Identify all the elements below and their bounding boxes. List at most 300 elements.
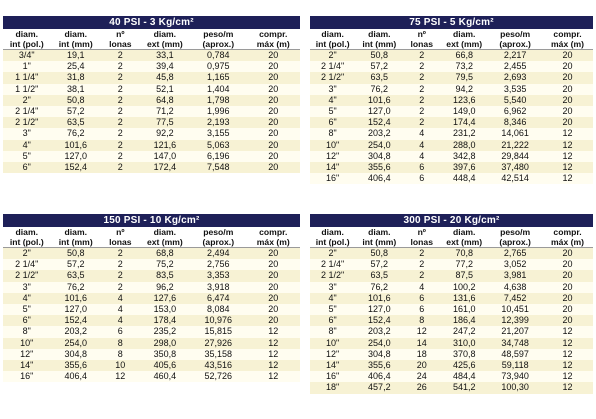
table-row [3,304,300,315]
col-diam-ext-header: ext (mm) [140,237,190,248]
table-row [310,326,593,337]
col-diam-ext-cell: 121,6 [140,140,190,151]
col-peso-cell: 2,693 [488,72,542,83]
col-peso-cell: 15,815 [190,326,246,337]
col-diam-ext-cell: 147,0 [140,151,190,162]
col-diam-int-mm-cell: 63,5 [51,117,101,128]
col-compr-cell: 12 [542,140,593,151]
col-peso-cell: 2,494 [190,248,246,260]
col-compr-cell: 20 [247,304,300,315]
col-compr-cell: 12 [542,162,593,173]
col-lonas-cell: 8 [101,338,140,349]
col-peso-cell: 21,222 [488,140,542,151]
col-diam-int-mm-cell: 76,2 [51,282,101,293]
col-compr-cell: 12 [542,371,593,382]
col-lonas-cell: 14 [403,338,440,349]
col-diam-ext-cell: 92,2 [140,128,190,139]
col-compr-cell: 20 [542,95,593,106]
col-peso-header: (aprox.) [190,39,246,50]
col-compr-cell: 12 [542,151,593,162]
col-compr-cell: 20 [247,151,300,162]
col-diam-int-mm-cell: 304,8 [51,349,101,360]
col-diam-int-cell: 2" [3,248,51,260]
col-diam-int-mm-cell: 31,8 [51,72,101,83]
table-title: 150 PSI - 10 Kg/cm² [3,214,300,227]
col-compr-cell: 12 [542,349,593,360]
col-diam-int-cell: 5" [3,151,51,162]
header-row [3,237,300,248]
table-row [310,128,593,139]
table-row [3,259,300,270]
col-peso-cell: 3,353 [190,270,246,281]
col-diam-int-cell: 2" [310,248,355,260]
col-peso-cell: 5,540 [488,95,542,106]
col-peso-cell: 3,535 [488,84,542,95]
col-diam-int-mm-cell: 76,2 [51,128,101,139]
col-diam-ext-cell: 370,8 [440,349,488,360]
col-compr-cell: 20 [247,106,300,117]
col-diam-ext-cell: 172,4 [140,162,190,173]
col-diam-ext-cell: 77,2 [440,259,488,270]
col-compr-cell: 20 [542,106,593,117]
col-diam-int-mm-cell: 254,0 [355,140,403,151]
col-lonas-cell: 6 [403,293,440,304]
col-diam-ext-cell: 298,0 [140,338,190,349]
col-diam-ext-cell: 405,6 [140,360,190,371]
table-row [3,84,300,95]
col-lonas-cell: 6 [403,173,440,184]
table-row [310,50,593,62]
col-diam-ext-cell: 52,1 [140,84,190,95]
col-diam-int-cell: 2" [310,50,355,62]
table-40psi [3,16,300,173]
col-peso-cell: 6,962 [488,106,542,117]
col-compr-cell: 12 [247,326,300,337]
table-row [310,338,593,349]
col-diam-int-mm-cell: 152,4 [355,117,403,128]
table-row [3,248,300,260]
col-compr-cell: 12 [542,360,593,371]
col-compr-header: compr. [553,227,582,237]
col-diam-int-mm-cell: 63,5 [355,270,403,281]
col-peso-cell: 73,940 [488,371,542,382]
table-row [310,117,593,128]
col-diam-int-mm-cell: 63,5 [51,270,101,281]
col-lonas-cell: 2 [403,248,440,260]
col-diam-ext-header: diam. [153,227,177,237]
table-title: 300 PSI - 20 Kg/cm² [310,214,593,227]
col-diam-int-cell: 2 1/4" [310,61,355,72]
col-compr-cell: 20 [247,61,300,72]
header-row [3,227,300,237]
col-diam-int-mm-cell: 457,2 [355,382,403,393]
col-peso-cell: 5,063 [190,140,246,151]
table-row [310,248,593,260]
col-compr-cell: 20 [542,50,593,62]
col-compr-cell: 20 [542,61,593,72]
col-compr-cell: 20 [542,117,593,128]
col-diam-ext-cell: 310,0 [440,338,488,349]
col-peso-header: peso/m [203,29,234,39]
col-diam-ext-cell: 75,2 [140,259,190,270]
col-diam-int-cell: 2 1/2" [3,117,51,128]
col-lonas-cell: 4 [403,282,440,293]
col-diam-ext-header: diam. [153,29,177,39]
col-diam-int-mm-cell: 127,0 [51,304,101,315]
col-peso-cell: 12,399 [488,315,542,326]
col-diam-ext-cell: 83,5 [140,270,190,281]
col-diam-int-mm-cell: 63,5 [355,72,403,83]
col-diam-int-mm-cell: 101,6 [355,95,403,106]
col-diam-int-cell: 12" [310,349,355,360]
table-row [3,326,300,337]
col-lonas-cell: 2 [101,140,140,151]
col-peso-cell: 14,061 [488,128,542,139]
col-diam-int-mm-cell: 50,8 [355,248,403,260]
col-lonas-cell: 2 [101,259,140,270]
col-diam-int-cell: 14" [3,360,51,371]
col-diam-int-cell: 5" [310,304,355,315]
col-compr-cell: 20 [247,282,300,293]
table-row [3,151,300,162]
col-compr-cell: 12 [247,349,300,360]
col-compr-header: máx (m) [542,237,593,248]
col-diam-ext-cell: 96,2 [140,282,190,293]
col-compr-cell: 20 [542,270,593,281]
col-lonas-cell: 4 [403,151,440,162]
table-row [310,72,593,83]
col-lonas-cell: 2 [101,128,140,139]
col-diam-int-header: diam. [15,29,38,39]
table-row [310,293,593,304]
col-diam-int-header: int (pol.) [310,39,355,50]
col-diam-ext-cell: 247,2 [440,326,488,337]
col-lonas-cell: 2 [101,50,140,62]
col-diam-int-mm-header: int (mm) [51,39,101,50]
col-diam-int-mm-header: int (mm) [355,237,403,248]
col-diam-int-cell: 2 1/2" [3,270,51,281]
col-diam-int-cell: 3" [310,84,355,95]
col-diam-int-cell: 8" [310,128,355,139]
col-compr-cell: 12 [247,338,300,349]
table-150psi [3,214,300,382]
col-lonas-cell: 2 [101,117,140,128]
col-lonas-cell: 12 [403,326,440,337]
col-diam-int-cell: 1" [3,61,51,72]
col-diam-ext-cell: 45,8 [140,72,190,83]
col-peso-cell: 35,158 [190,349,246,360]
col-diam-int-mm-header: diam. [64,29,87,39]
col-diam-ext-cell: 39,4 [140,61,190,72]
col-compr-cell: 20 [542,248,593,260]
col-diam-int-cell: 18" [310,382,355,393]
col-diam-ext-cell: 174,4 [440,117,488,128]
col-lonas-header: lonas [101,39,140,50]
col-diam-int-cell: 2 1/4" [3,106,51,117]
col-diam-int-cell: 2 1/2" [310,72,355,83]
col-peso-cell: 0,784 [190,50,246,62]
col-peso-cell: 8,346 [488,117,542,128]
col-diam-ext-header: diam. [452,29,476,39]
col-compr-header: máx (m) [542,39,593,50]
header-row [3,29,300,39]
col-compr-cell: 20 [247,315,300,326]
col-diam-int-cell: 6" [3,162,51,173]
col-diam-int-cell: 16" [310,371,355,382]
col-lonas-cell: 2 [403,72,440,83]
table-row [3,360,300,371]
table-row [310,84,593,95]
col-diam-int-header: diam. [321,29,344,39]
col-diam-int-cell: 4" [3,140,51,151]
col-diam-ext-cell: 161,0 [440,304,488,315]
table-75psi [310,16,593,184]
table-row [3,61,300,72]
col-diam-int-cell: 1 1/4" [3,72,51,83]
col-diam-ext-cell: 68,8 [140,248,190,260]
col-peso-cell: 7,452 [488,293,542,304]
col-diam-int-mm-cell: 254,0 [355,338,403,349]
col-diam-int-cell: 16" [310,173,355,184]
col-diam-int-header: int (pol.) [3,39,51,50]
col-compr-cell: 12 [542,338,593,349]
col-compr-header: compr. [259,227,288,237]
table-row [3,349,300,360]
col-diam-int-cell: 12" [3,349,51,360]
col-peso-header: (aprox.) [488,237,542,248]
col-diam-int-cell: 2" [3,95,51,106]
col-diam-int-mm-cell: 127,0 [51,151,101,162]
col-diam-int-mm-header: diam. [64,227,87,237]
table-row [3,338,300,349]
col-peso-header: peso/m [500,29,531,39]
table-row [310,140,593,151]
col-compr-cell: 12 [247,371,300,382]
col-lonas-cell: 2 [403,50,440,62]
col-peso-cell: 1,996 [190,106,246,117]
col-peso-cell: 3,052 [488,259,542,270]
col-diam-ext-cell: 397,6 [440,162,488,173]
col-compr-cell: 12 [542,173,593,184]
col-diam-int-cell: 14" [310,360,355,371]
col-diam-int-mm-header: diam. [368,227,391,237]
col-diam-int-cell: 8" [310,326,355,337]
col-lonas-header: lonas [403,39,440,50]
col-peso-header: peso/m [500,227,531,237]
col-diam-int-cell: 6" [3,315,51,326]
col-compr-cell: 20 [247,248,300,260]
table-300psi [310,214,593,394]
col-lonas-cell: 2 [101,106,140,117]
col-diam-ext-header: ext (mm) [140,39,190,50]
col-lonas-cell: 4 [403,128,440,139]
col-lonas-cell: 2 [403,270,440,281]
col-lonas-cell: 2 [403,61,440,72]
col-diam-int-cell: 5" [310,106,355,117]
col-diam-int-cell: 3" [3,282,51,293]
col-compr-cell: 12 [542,326,593,337]
col-lonas-cell: 12 [101,371,140,382]
table-row [310,151,593,162]
col-diam-int-mm-cell: 406,4 [355,173,403,184]
col-diam-ext-header: ext (mm) [440,237,488,248]
col-peso-cell: 59,118 [488,360,542,371]
col-diam-int-mm-cell: 127,0 [355,304,403,315]
table-row [310,106,593,117]
col-diam-ext-cell: 127,6 [140,293,190,304]
col-diam-int-mm-header: int (mm) [355,39,403,50]
col-lonas-cell: 6 [101,326,140,337]
col-lonas-cell: 6 [403,304,440,315]
col-compr-cell: 20 [542,304,593,315]
col-diam-ext-cell: 178,4 [140,315,190,326]
table-row [310,95,593,106]
col-diam-ext-cell: 66,8 [440,50,488,62]
spec-table [310,227,593,394]
col-diam-int-mm-cell: 101,6 [51,140,101,151]
col-diam-ext-cell: 70,8 [440,248,488,260]
col-diam-int-mm-cell: 50,8 [355,50,403,62]
col-diam-int-mm-cell: 152,4 [51,162,101,173]
col-peso-cell: 2,765 [488,248,542,260]
col-lonas-cell: 2 [403,84,440,95]
col-peso-cell: 2,455 [488,61,542,72]
table-row [310,382,593,393]
col-peso-cell: 21,207 [488,326,542,337]
col-diam-int-mm-cell: 406,4 [355,371,403,382]
col-peso-cell: 2,193 [190,117,246,128]
col-lonas-cell: 2 [403,95,440,106]
col-diam-ext-cell: 149,0 [440,106,488,117]
table-row [3,128,300,139]
col-diam-ext-cell: 100,2 [440,282,488,293]
table-row [3,50,300,62]
header-row [3,39,300,50]
spec-table [310,29,593,184]
col-lonas-cell: 2 [403,106,440,117]
col-diam-int-mm-cell: 203,2 [355,326,403,337]
col-diam-int-header: diam. [321,227,344,237]
col-compr-header: máx (m) [247,39,300,50]
col-diam-int-cell: 16" [3,371,51,382]
col-peso-cell: 1,165 [190,72,246,83]
col-compr-cell: 20 [247,259,300,270]
table-title: 40 PSI - 3 Kg/cm² [3,16,300,29]
col-peso-cell: 52,726 [190,371,246,382]
col-lonas-cell: 2 [403,117,440,128]
col-diam-ext-cell: 123,6 [440,95,488,106]
col-diam-int-mm-cell: 355,6 [355,360,403,371]
col-diam-int-cell: 14" [310,162,355,173]
col-diam-ext-cell: 448,4 [440,173,488,184]
col-compr-header: compr. [553,29,582,39]
table-row [3,315,300,326]
col-diam-ext-header: ext (mm) [440,39,488,50]
col-peso-cell: 4,638 [488,282,542,293]
col-diam-int-mm-cell: 38,1 [51,84,101,95]
col-diam-int-mm-cell: 203,2 [51,326,101,337]
col-lonas-cell: 8 [101,349,140,360]
spec-table [3,227,300,382]
col-compr-cell: 20 [247,84,300,95]
col-diam-ext-cell: 153,0 [140,304,190,315]
col-lonas-header: nº [116,29,125,39]
col-diam-ext-cell: 231,2 [440,128,488,139]
col-diam-int-cell: 4" [310,95,355,106]
col-diam-int-cell: 3" [3,128,51,139]
col-compr-cell: 20 [542,259,593,270]
col-lonas-cell: 2 [101,162,140,173]
col-compr-header: máx (m) [247,237,300,248]
table-row [310,315,593,326]
table-row [3,282,300,293]
col-lonas-cell: 2 [101,282,140,293]
table-row [310,259,593,270]
table-row [3,117,300,128]
table-row [3,95,300,106]
table-row [3,72,300,83]
col-peso-cell: 10,451 [488,304,542,315]
table-row [310,173,593,184]
col-peso-cell: 43,516 [190,360,246,371]
col-lonas-header: lonas [101,237,140,248]
col-diam-int-cell: 3" [310,282,355,293]
col-lonas-header: nº [417,29,426,39]
col-compr-cell: 12 [542,382,593,393]
col-peso-cell: 37,480 [488,162,542,173]
col-compr-cell: 20 [247,117,300,128]
col-lonas-cell: 24 [403,371,440,382]
col-diam-int-cell: 4" [3,293,51,304]
col-peso-cell: 0,975 [190,61,246,72]
table-row [310,304,593,315]
table-row [310,270,593,281]
col-diam-ext-cell: 79,5 [440,72,488,83]
col-diam-ext-cell: 33,1 [140,50,190,62]
col-peso-cell: 6,196 [190,151,246,162]
col-compr-cell: 20 [542,84,593,95]
col-lonas-cell: 6 [403,162,440,173]
col-compr-cell: 12 [247,360,300,371]
col-compr-cell: 20 [247,162,300,173]
col-peso-header: (aprox.) [190,237,246,248]
col-compr-cell: 20 [247,128,300,139]
spec-table [3,29,300,173]
col-diam-ext-cell: 425,6 [440,360,488,371]
col-peso-cell: 29,844 [488,151,542,162]
header-row [310,237,593,248]
col-diam-int-mm-cell: 406,4 [51,371,101,382]
col-compr-header: compr. [259,29,288,39]
col-lonas-cell: 2 [101,84,140,95]
col-peso-cell: 48,597 [488,349,542,360]
col-diam-int-cell: 1 1/2" [3,84,51,95]
col-peso-cell: 27,926 [190,338,246,349]
table-row [310,162,593,173]
col-diam-int-cell: 2 1/2" [310,270,355,281]
col-peso-cell: 1,798 [190,95,246,106]
col-lonas-cell: 18 [403,349,440,360]
col-diam-ext-cell: 94,2 [440,84,488,95]
col-diam-ext-cell: 131,6 [440,293,488,304]
table-row [3,270,300,281]
col-compr-cell: 20 [542,72,593,83]
col-lonas-cell: 2 [101,270,140,281]
col-lonas-cell: 2 [403,259,440,270]
col-diam-ext-cell: 71,2 [140,106,190,117]
col-diam-int-mm-cell: 19,1 [51,50,101,62]
table-row [3,106,300,117]
